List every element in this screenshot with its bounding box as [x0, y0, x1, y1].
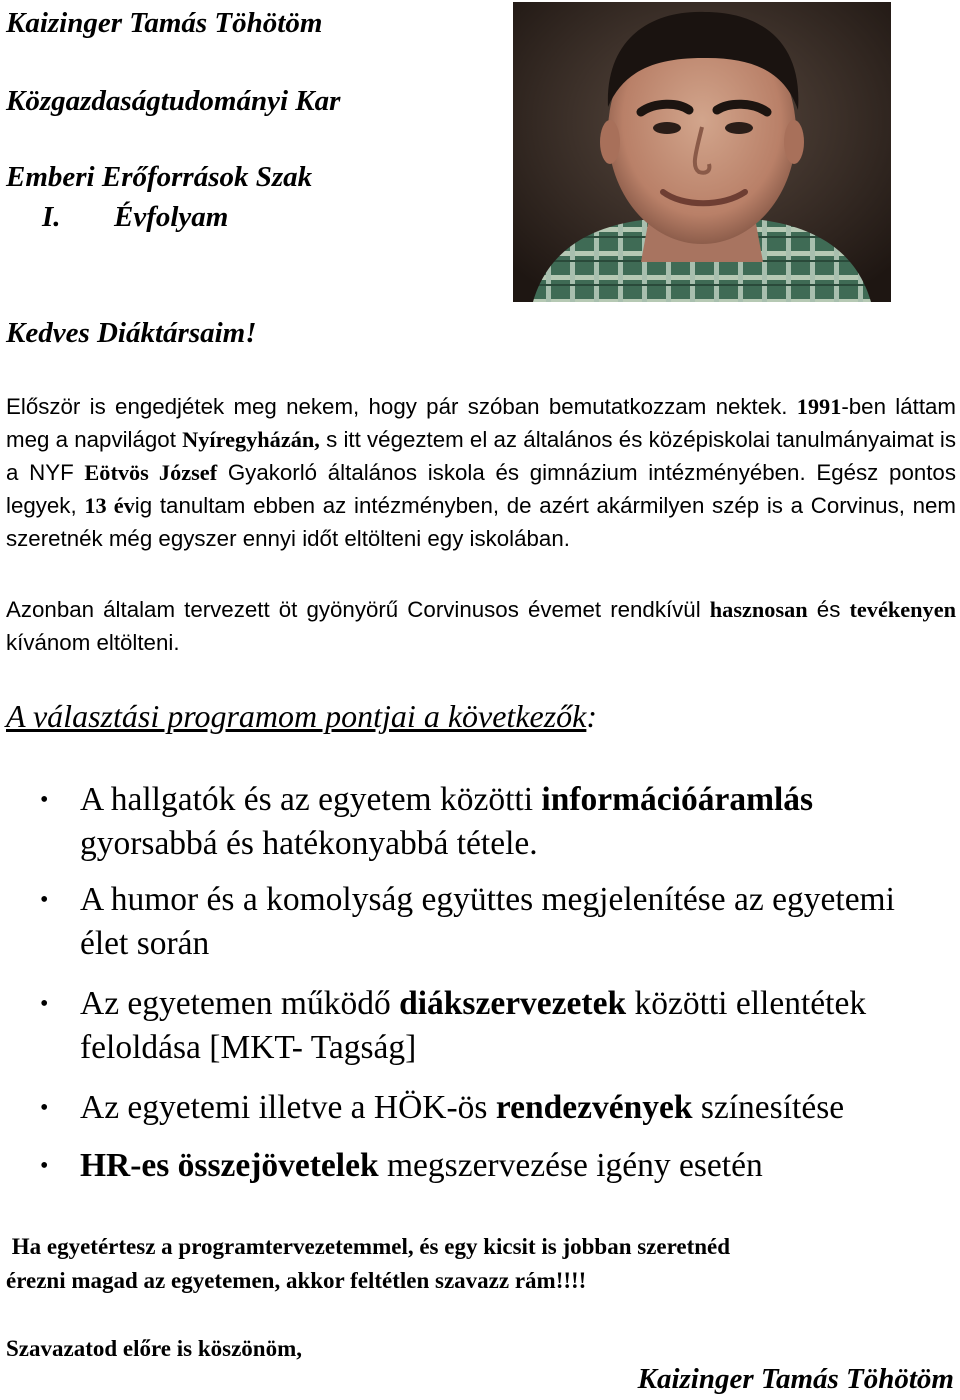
major: Emberi Erőforrások Szak [6, 161, 313, 193]
list-item: • Az egyetemen működő diákszervezetek közötti ellentétek feloldása [MKT- Tagság] [80, 982, 950, 1070]
portrait-image [513, 2, 891, 302]
list-item: • A hallgatók és az egyetem közötti információáramlás gyorsabbá és hatékonyabbá tétele. [80, 778, 950, 866]
year-line [6, 200, 228, 234]
closing-line-1: Ha egyetértesz a programtervezetemmel, és egy kicsit is jobban szeretnéd [6, 1234, 731, 1259]
greeting: Kedves Diáktársaim! [6, 317, 257, 349]
candidate-photo [513, 2, 891, 302]
closing-line-2: érezni magad az egyetemen, akkor feltétlen szavazz rám!!!! [6, 1268, 587, 1293]
year-label: Évfolyam [114, 201, 229, 233]
intro-paragraph: Először is engedjétek meg nekem, hogy pár szóban bemutatkozzam nektek. 1991-ben láttam meg a napvilágot Nyíregyházán, s itt végeztem el az általános és középiskolai tanulmányaimat is a NYF Eötvös József Gyakorló általános iskola és gimnázium intézményében. Egész pontos legyek, 13 évig tanultam ebben az intézményben, de azért akármilyen szép is a Corvinus, nem szeretnék még egyszer ennyi időt eltölteni egy iskolában. [6, 394, 957, 551]
program-heading: A választási programom pontjai a következők: [6, 698, 598, 734]
faculty: Közgazdaságtudományi Kar [6, 85, 341, 117]
thanks-line: Szavazatod előre is köszönöm, [6, 1336, 303, 1361]
list-item: • Az egyetemi illetve a HÖK-ös rendezvények színesítése [80, 1086, 950, 1130]
signature: Kaizinger Tamás Töhötöm [637, 1363, 954, 1395]
plan-paragraph: Azonban általam tervezett öt gyönyörű Corvinusos évemet rendkívül hasznosan és tevékenyen kívánom eltölteni. [6, 597, 956, 655]
list-item: • A humor és a komolyság együttes megjelenítése az egyetemi élet során [80, 878, 950, 966]
year-number: I. [42, 201, 61, 233]
list-item: • HR-es összejövetelek megszervezése igény esetén [80, 1144, 950, 1188]
author-name: Kaizinger Tamás Töhötöm [6, 7, 323, 39]
